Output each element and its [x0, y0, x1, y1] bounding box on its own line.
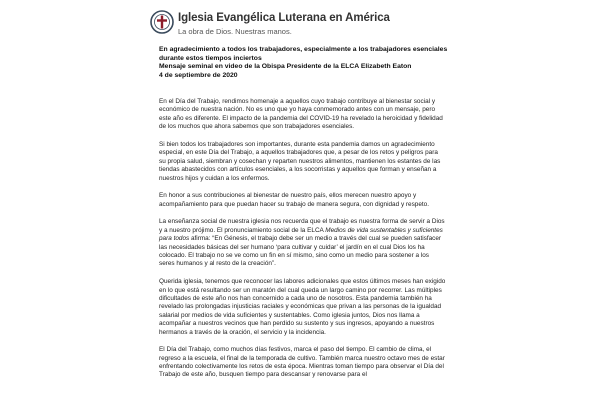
paragraph: El Día del Trabajo, como muchos días festivos, marca el paso del tiempo. El cambio de clima, el regreso a la escuela, el final de la temporada de cultivo. También marca nuestro octavo mes de estar enfrentando colectivamente los retos de esta época. Mientras toman tiempo para observar el Día del Trabajo de este año, busquen tiempo para descansar y renovarse para el — [159, 346, 445, 379]
title-block — [159, 46, 459, 80]
message-body — [159, 98, 446, 389]
paragraph: Si bien todos los trabajadores son importantes, durante esta pandemia damos un agradecimiento especial, en este Día del Trabajo, a aquellos trabajadores que, a pesar de los retos y peligros para su propia salud, siembran y cosechan y reparten nuestros alimentos, mantienen los estantes de las tiendas abastecidos con artículos esenciales, a los socorristas y aquellos que forman y enseñan a nuestros hijos y cuidan a los enfermos. — [159, 140, 441, 182]
document-title-italic: Medios de vida sustentables y suficientes para todos — [159, 226, 443, 243]
org-tagline: La obra de Dios. Nuestras manos. — [178, 27, 292, 36]
subtitle-line: Mensaje seminal en video de la Obispa Presidente de la ELCA Elizabeth Eaton — [159, 63, 412, 71]
paragraph — [159, 218, 446, 268]
title-line: durante estos tiempos inciertos — [159, 54, 262, 62]
title-line: En agradecimiento a todos los trabajadores, especialmente a los trabajadores esenciales — [159, 46, 448, 53]
paragraph-text: afirma: “En Génesis, el trabajo debe ser un medio a través del cual se pueden satisfacer las necesidades básicas del ser humano ‘para cultivar y cuidar’ el jardín en el cual Dios los ha colocado. El trabajo no se ve como un fin en sí mismo, sino como un medio para sostener a los seres humanos y al resto de la creación”. — [159, 235, 442, 268]
paragraph: En el Día del Trabajo, rendimos homenaje a aquellos cuyo trabajo contribuye al bienestar social y económico de nuestra nación. No es uno que yo haya conmemorado antes con un mensaje, pero este año es diferente. El impacto de la pandemia del COVID-19 ha revelado la heroicidad y fidelidad de los muchos que ahora sabemos que son trabajadores esenciales. — [159, 98, 443, 131]
org-name: Iglesia Evangélica Luterana en América — [178, 12, 390, 24]
elca-cross-seal-icon — [150, 10, 174, 34]
date-line: 4 de septiembre de 2020 — [159, 71, 238, 79]
paragraph: En honor a sus contribuciones al bienestar de nuestro país, ellos merecen nuestro apoyo y acompañamiento para que puedan hacer su trabajo de manera segura, con dignidad y respeto. — [159, 192, 430, 208]
paragraph: Querida iglesia, tenemos que reconocer las labores adicionales que estos últimos meses han exigido en lo que está resultando ser un maratón del cual queda un largo camino por recorrer. Las múltiples dificultades de este año nos han concernido a cada uno de nosotros. Esta pandemia también ha revelado las prolongadas injusticias raciales y económicas que privan a las personas de la igualdad salarial por medios de vida suficientes y sustentables. Como iglesia juntos, Dios nos llama a acompañar a nuestros vecinos que han perdido su sustento y sus ingresos, apoyando a nuestros hermanos a través de la oración, el servicio y la incidencia. — [159, 278, 446, 336]
paragraph-text: La enseñanza social de nuestra iglesia nos recuerda que el trabajo es nuestra forma de servir a Dios y a nuestro prójimo. El pronunciamiento social de la ELCA — [159, 218, 445, 234]
